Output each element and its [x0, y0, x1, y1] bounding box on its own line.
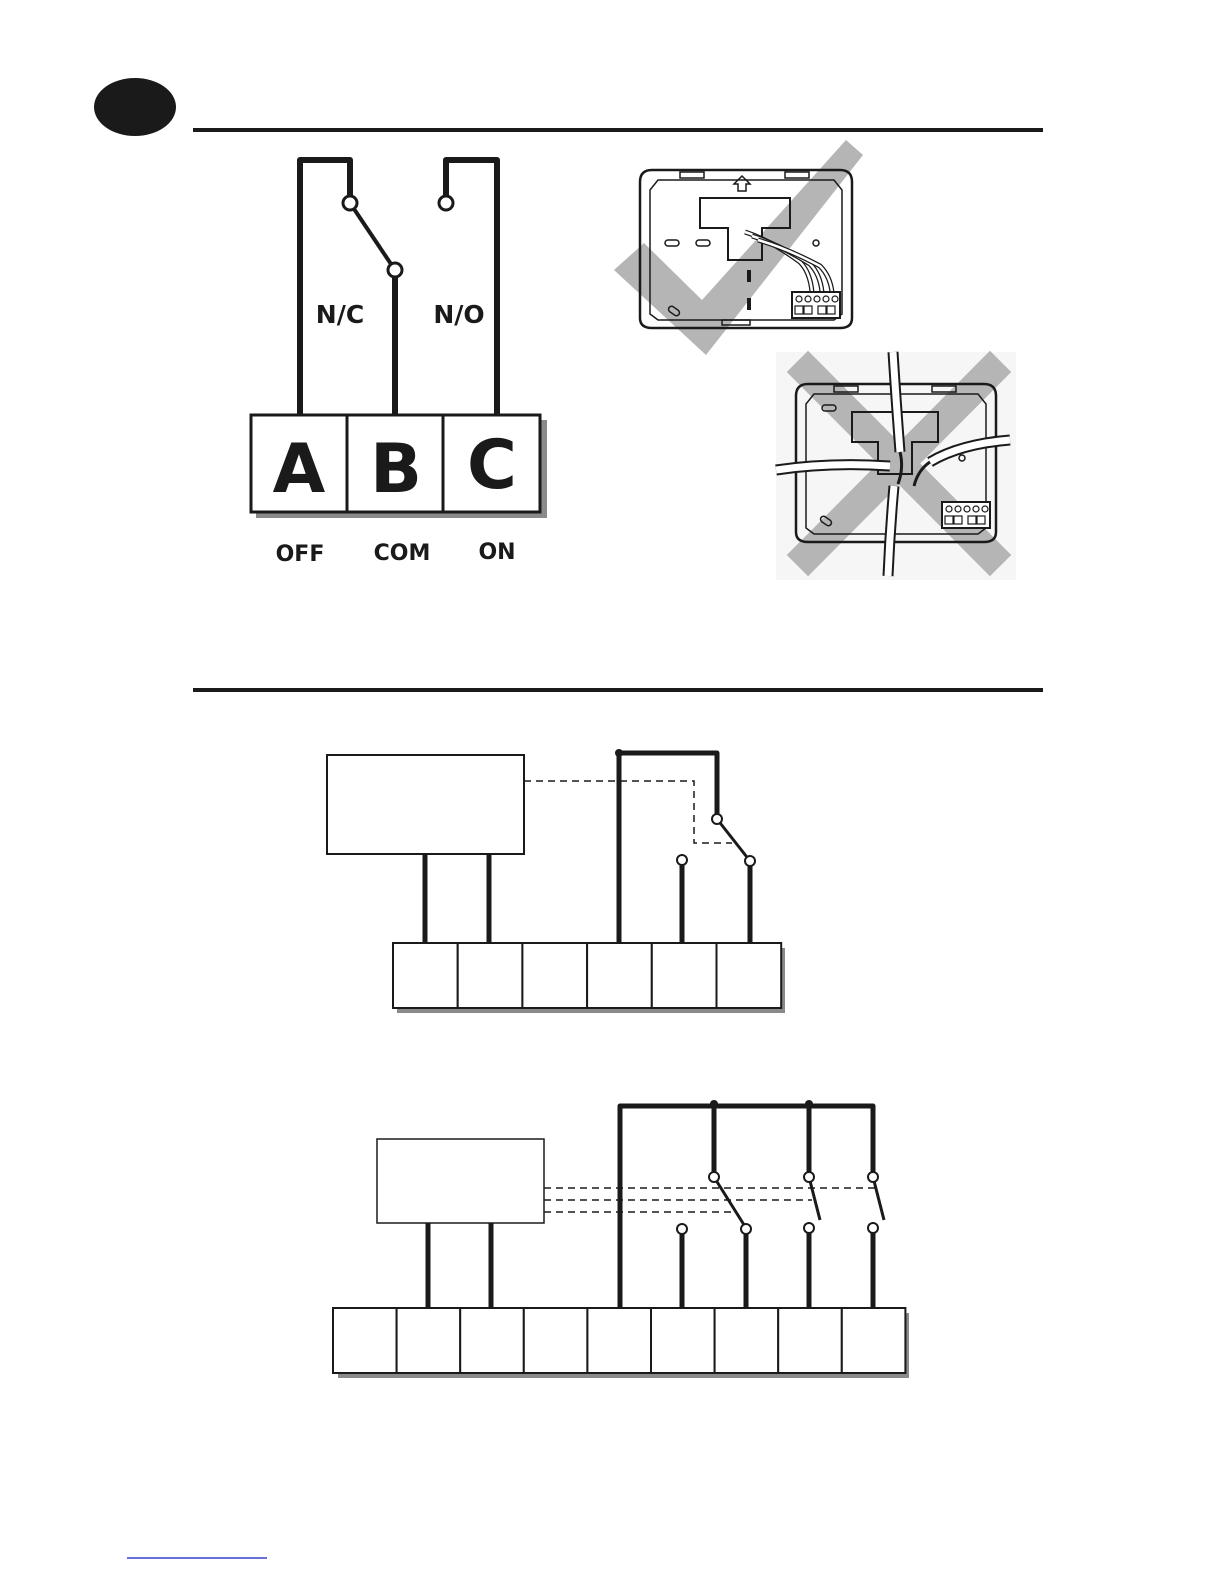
terminal-letter-c: C — [467, 426, 517, 505]
junction-dot — [710, 1100, 718, 1108]
terminal-block — [393, 943, 781, 1008]
terminal-cell — [393, 943, 458, 1008]
nc-wire — [300, 160, 350, 414]
module-box — [327, 755, 524, 854]
mounting-slot — [785, 172, 809, 178]
switch-blade — [873, 1177, 884, 1220]
checkmark-icon — [614, 140, 863, 355]
terminal-cell — [651, 1308, 715, 1373]
switch-blade — [714, 1177, 746, 1228]
no-contact — [439, 196, 453, 210]
terminal-caption-on: ON — [478, 540, 516, 565]
terminal-cell — [397, 1308, 461, 1373]
terminal-cell — [522, 943, 587, 1008]
contact-open — [868, 1223, 878, 1233]
nc-contact — [343, 196, 357, 210]
mounting-hole — [747, 270, 751, 282]
incorrect-wiring-illustration — [776, 352, 1016, 580]
switch-pivot — [804, 1172, 814, 1182]
terminal-letter-a: A — [272, 430, 326, 509]
terminal-cell — [460, 1308, 524, 1373]
terminal-cell — [842, 1308, 906, 1373]
junction-dot — [615, 749, 623, 757]
switch-blade — [809, 1177, 820, 1220]
relay-contact-diagram — [251, 160, 547, 567]
terminal-cell — [333, 1308, 397, 1373]
contact-closed — [745, 856, 755, 866]
switch-blade — [350, 203, 395, 270]
module-box — [377, 1139, 544, 1223]
terminal-block — [333, 1308, 905, 1373]
wiring-diagram-1 — [327, 749, 785, 1013]
no-wire — [446, 160, 497, 414]
terminal-caption-off: OFF — [275, 542, 325, 567]
mounting-hole — [747, 298, 751, 310]
mounting-hole — [665, 240, 679, 246]
terminal-cell — [717, 943, 782, 1008]
mounting-slot — [680, 172, 704, 178]
com-contact — [388, 263, 402, 277]
mounting-hole — [813, 240, 819, 246]
junction-dot — [805, 1100, 813, 1108]
terminal-letter-b: B — [370, 430, 422, 509]
terminal-cell — [587, 943, 652, 1008]
up-arrow-icon — [734, 176, 750, 191]
correct-wiring-illustration — [614, 140, 863, 355]
terminal-cell — [715, 1308, 779, 1373]
switch-pivot — [712, 814, 722, 824]
contact-open — [677, 855, 687, 865]
contact-open — [804, 1223, 814, 1233]
mechanical-link — [524, 781, 732, 843]
terminal-cell — [778, 1308, 842, 1373]
contact-open — [677, 1224, 687, 1234]
mounting-hole — [696, 240, 710, 246]
terminal-cell — [458, 943, 523, 1008]
page-badge — [94, 78, 176, 136]
wiring-diagram-2 — [333, 1100, 909, 1378]
terminal-cell — [652, 943, 717, 1008]
no-label: N/O — [433, 300, 485, 329]
terminal-caption-com: COM — [373, 541, 431, 566]
terminal-cell — [524, 1308, 588, 1373]
switch-pivot — [709, 1172, 719, 1182]
nc-label: N/C — [315, 300, 365, 329]
terminal-cell — [587, 1308, 651, 1373]
switch-blade — [717, 819, 750, 861]
contact-closed — [741, 1224, 751, 1234]
switch-pivot — [868, 1172, 878, 1182]
